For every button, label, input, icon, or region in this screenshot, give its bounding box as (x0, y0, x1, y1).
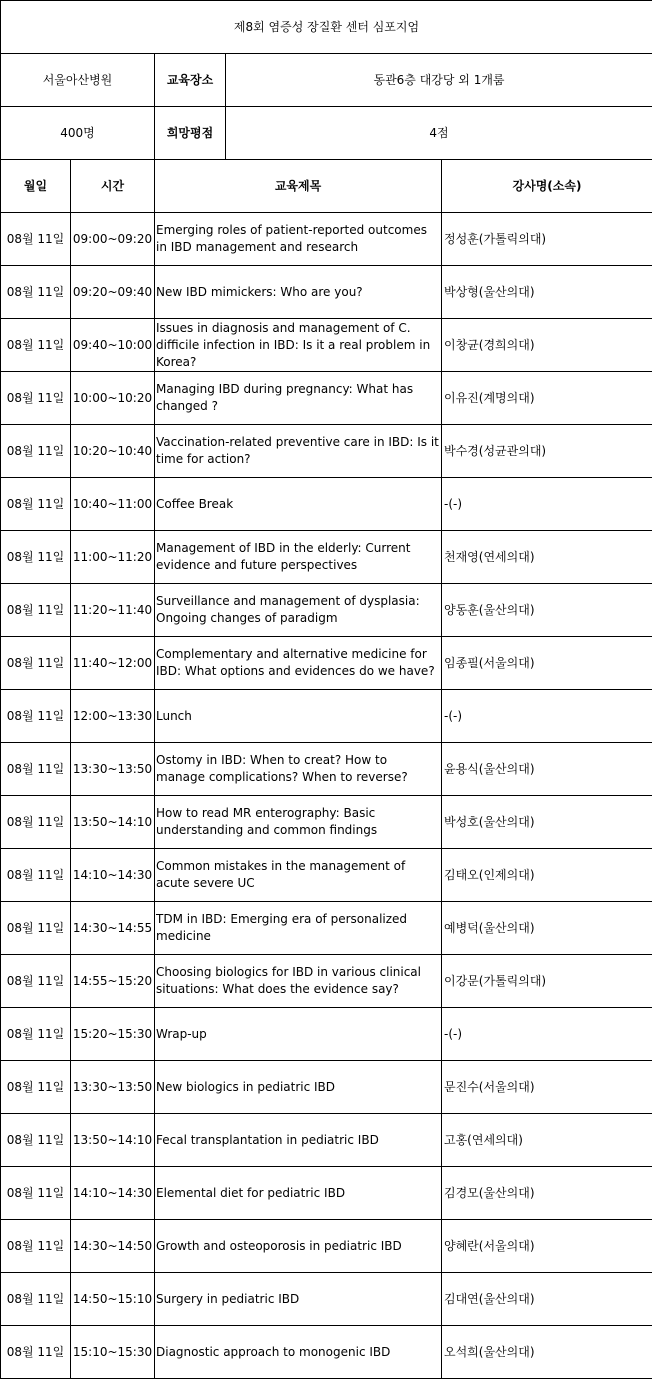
session-time: 11:40~12:00 (71, 637, 155, 690)
header-topic: 교육제목 (155, 160, 442, 213)
session-time: 11:00~11:20 (71, 531, 155, 584)
session-speaker: 오석희(울산의대) (442, 1326, 652, 1379)
organizer-cell: 서울아산병원 (1, 54, 155, 107)
session-time: 13:50~14:10 (71, 1114, 155, 1167)
session-time: 14:30~14:55 (71, 902, 155, 955)
session-date: 08월 11일 (1, 690, 71, 743)
session-speaker: 이창균(경희의대) (442, 319, 652, 372)
header-speaker: 강사명(소속) (442, 160, 652, 213)
session-date: 08월 11일 (1, 319, 71, 372)
table-row (1, 319, 652, 372)
table-row (1, 796, 652, 849)
session-time: 14:55~15:20 (71, 955, 155, 1008)
session-topic: Growth and osteoporosis in pediatric IBD (155, 1220, 442, 1273)
capacity-cell: 400명 (1, 107, 155, 160)
session-topic: New biologics in pediatric IBD (155, 1061, 442, 1114)
table-row (1, 849, 652, 902)
session-time: 14:10~14:30 (71, 1167, 155, 1220)
document-title: 제8회 염증성 장질환 센터 심포지엄 (1, 1, 652, 54)
session-speaker: 김대연(울산의대) (442, 1273, 652, 1326)
session-time: 12:00~13:30 (71, 690, 155, 743)
session-date: 08월 11일 (1, 425, 71, 478)
session-date: 08월 11일 (1, 1167, 71, 1220)
session-topic: Vaccination-related preventive care in IBD: Is it time for action? (155, 425, 442, 478)
session-date: 08월 11일 (1, 796, 71, 849)
session-time: 15:20~15:30 (71, 1008, 155, 1061)
header-date: 월일 (1, 160, 71, 213)
session-topic: Choosing biologics for IBD in various clinical situations: What does the evidence say? (155, 955, 442, 1008)
session-date: 08월 11일 (1, 531, 71, 584)
session-topic: Complementary and alternative medicine for IBD: What options and evidences do we have? (155, 637, 442, 690)
session-time: 13:50~14:10 (71, 796, 155, 849)
title-row (1, 1, 652, 54)
session-speaker: 정성훈(가톨릭의대) (442, 213, 652, 266)
session-date: 08월 11일 (1, 1114, 71, 1167)
table-row (1, 531, 652, 584)
session-topic: Management of IBD in the elderly: Current evidence and future perspectives (155, 531, 442, 584)
table-row (1, 372, 652, 425)
session-date: 08월 11일 (1, 213, 71, 266)
session-date: 08월 11일 (1, 266, 71, 319)
table-row (1, 1061, 652, 1114)
table-body (1, 1, 652, 1379)
session-time: 14:30~14:50 (71, 1220, 155, 1273)
session-date: 08월 11일 (1, 372, 71, 425)
session-topic: Fecal transplantation in pediatric IBD (155, 1114, 442, 1167)
session-speaker: -(-) (442, 478, 652, 531)
session-speaker: 이유진(계명의대) (442, 372, 652, 425)
table-row (1, 690, 652, 743)
session-date: 08월 11일 (1, 849, 71, 902)
session-speaker: 양혜란(서울의대) (442, 1220, 652, 1273)
session-date: 08월 11일 (1, 637, 71, 690)
table-row (1, 266, 652, 319)
session-speaker: 박성호(울산의대) (442, 796, 652, 849)
header-time: 시간 (71, 160, 155, 213)
session-date: 08월 11일 (1, 478, 71, 531)
session-speaker: 임종필(서울의대) (442, 637, 652, 690)
session-speaker: 고홍(연세의대) (442, 1114, 652, 1167)
session-speaker: 윤용식(울산의대) (442, 743, 652, 796)
session-speaker: 김경모(울산의대) (442, 1167, 652, 1220)
table-row (1, 425, 652, 478)
score-label: 희망평점 (155, 107, 226, 160)
table-row (1, 1220, 652, 1273)
session-speaker: 예병덕(울산의대) (442, 902, 652, 955)
header-row (1, 160, 652, 213)
session-topic: How to read MR enterography: Basic understanding and common findings (155, 796, 442, 849)
session-topic: Diagnostic approach to monogenic IBD (155, 1326, 442, 1379)
session-speaker: 박수경(성균관의대) (442, 425, 652, 478)
session-speaker: 박상형(울산의대) (442, 266, 652, 319)
info-row-capacity (1, 107, 652, 160)
session-topic: Managing IBD during pregnancy: What has changed ? (155, 372, 442, 425)
table-row (1, 1273, 652, 1326)
session-time: 10:20~10:40 (71, 425, 155, 478)
session-time: 09:40~10:00 (71, 319, 155, 372)
session-topic: TDM in IBD: Emerging era of personalized medicine (155, 902, 442, 955)
venue-value: 동관6층 대강당 외 1개룸 (226, 54, 652, 107)
table-row (1, 1326, 652, 1379)
session-topic: Lunch (155, 690, 442, 743)
session-time: 10:40~11:00 (71, 478, 155, 531)
table-row (1, 584, 652, 637)
session-time: 14:50~15:10 (71, 1273, 155, 1326)
session-speaker: 천재영(연세의대) (442, 531, 652, 584)
session-date: 08월 11일 (1, 1326, 71, 1379)
session-speaker: 문진수(서울의대) (442, 1061, 652, 1114)
table-row (1, 478, 652, 531)
table-row (1, 743, 652, 796)
session-time: 13:30~13:50 (71, 743, 155, 796)
session-topic: Emerging roles of patient-reported outcomes in IBD management and research (155, 213, 442, 266)
session-topic: New IBD mimickers: Who are you? (155, 266, 442, 319)
session-speaker: 이강문(가톨릭의대) (442, 955, 652, 1008)
session-date: 08월 11일 (1, 1220, 71, 1273)
session-time: 11:20~11:40 (71, 584, 155, 637)
table-row (1, 213, 652, 266)
session-date: 08월 11일 (1, 902, 71, 955)
info-row-venue (1, 54, 652, 107)
session-speaker: 김태오(인제의대) (442, 849, 652, 902)
session-date: 08월 11일 (1, 1008, 71, 1061)
score-value: 4점 (226, 107, 652, 160)
session-topic: Issues in diagnosis and management of C. difficile infection in IBD: Is it a real problem in Korea? (155, 319, 442, 372)
session-topic: Surveillance and management of dysplasia: Ongoing changes of paradigm (155, 584, 442, 637)
session-time: 09:20~09:40 (71, 266, 155, 319)
session-topic: Coffee Break (155, 478, 442, 531)
session-time: 15:10~15:30 (71, 1326, 155, 1379)
session-topic: Elemental diet for pediatric IBD (155, 1167, 442, 1220)
session-topic: Common mistakes in the management of acute severe UC (155, 849, 442, 902)
session-speaker: -(-) (442, 690, 652, 743)
table-row (1, 1167, 652, 1220)
session-topic: Ostomy in IBD: When to creat? How to manage complications? When to reverse? (155, 743, 442, 796)
session-date: 08월 11일 (1, 955, 71, 1008)
session-speaker: -(-) (442, 1008, 652, 1061)
table-row (1, 902, 652, 955)
table-row (1, 1114, 652, 1167)
session-date: 08월 11일 (1, 1273, 71, 1326)
session-time: 13:30~13:50 (71, 1061, 155, 1114)
session-time: 14:10~14:30 (71, 849, 155, 902)
session-time: 09:00~09:20 (71, 213, 155, 266)
table-row (1, 637, 652, 690)
table-row (1, 955, 652, 1008)
session-date: 08월 11일 (1, 584, 71, 637)
venue-label: 교육장소 (155, 54, 226, 107)
session-time: 10:00~10:20 (71, 372, 155, 425)
session-date: 08월 11일 (1, 743, 71, 796)
session-topic: Wrap-up (155, 1008, 442, 1061)
session-topic: Surgery in pediatric IBD (155, 1273, 442, 1326)
session-speaker: 양동훈(울산의대) (442, 584, 652, 637)
session-date: 08월 11일 (1, 1061, 71, 1114)
table-row (1, 1008, 652, 1061)
